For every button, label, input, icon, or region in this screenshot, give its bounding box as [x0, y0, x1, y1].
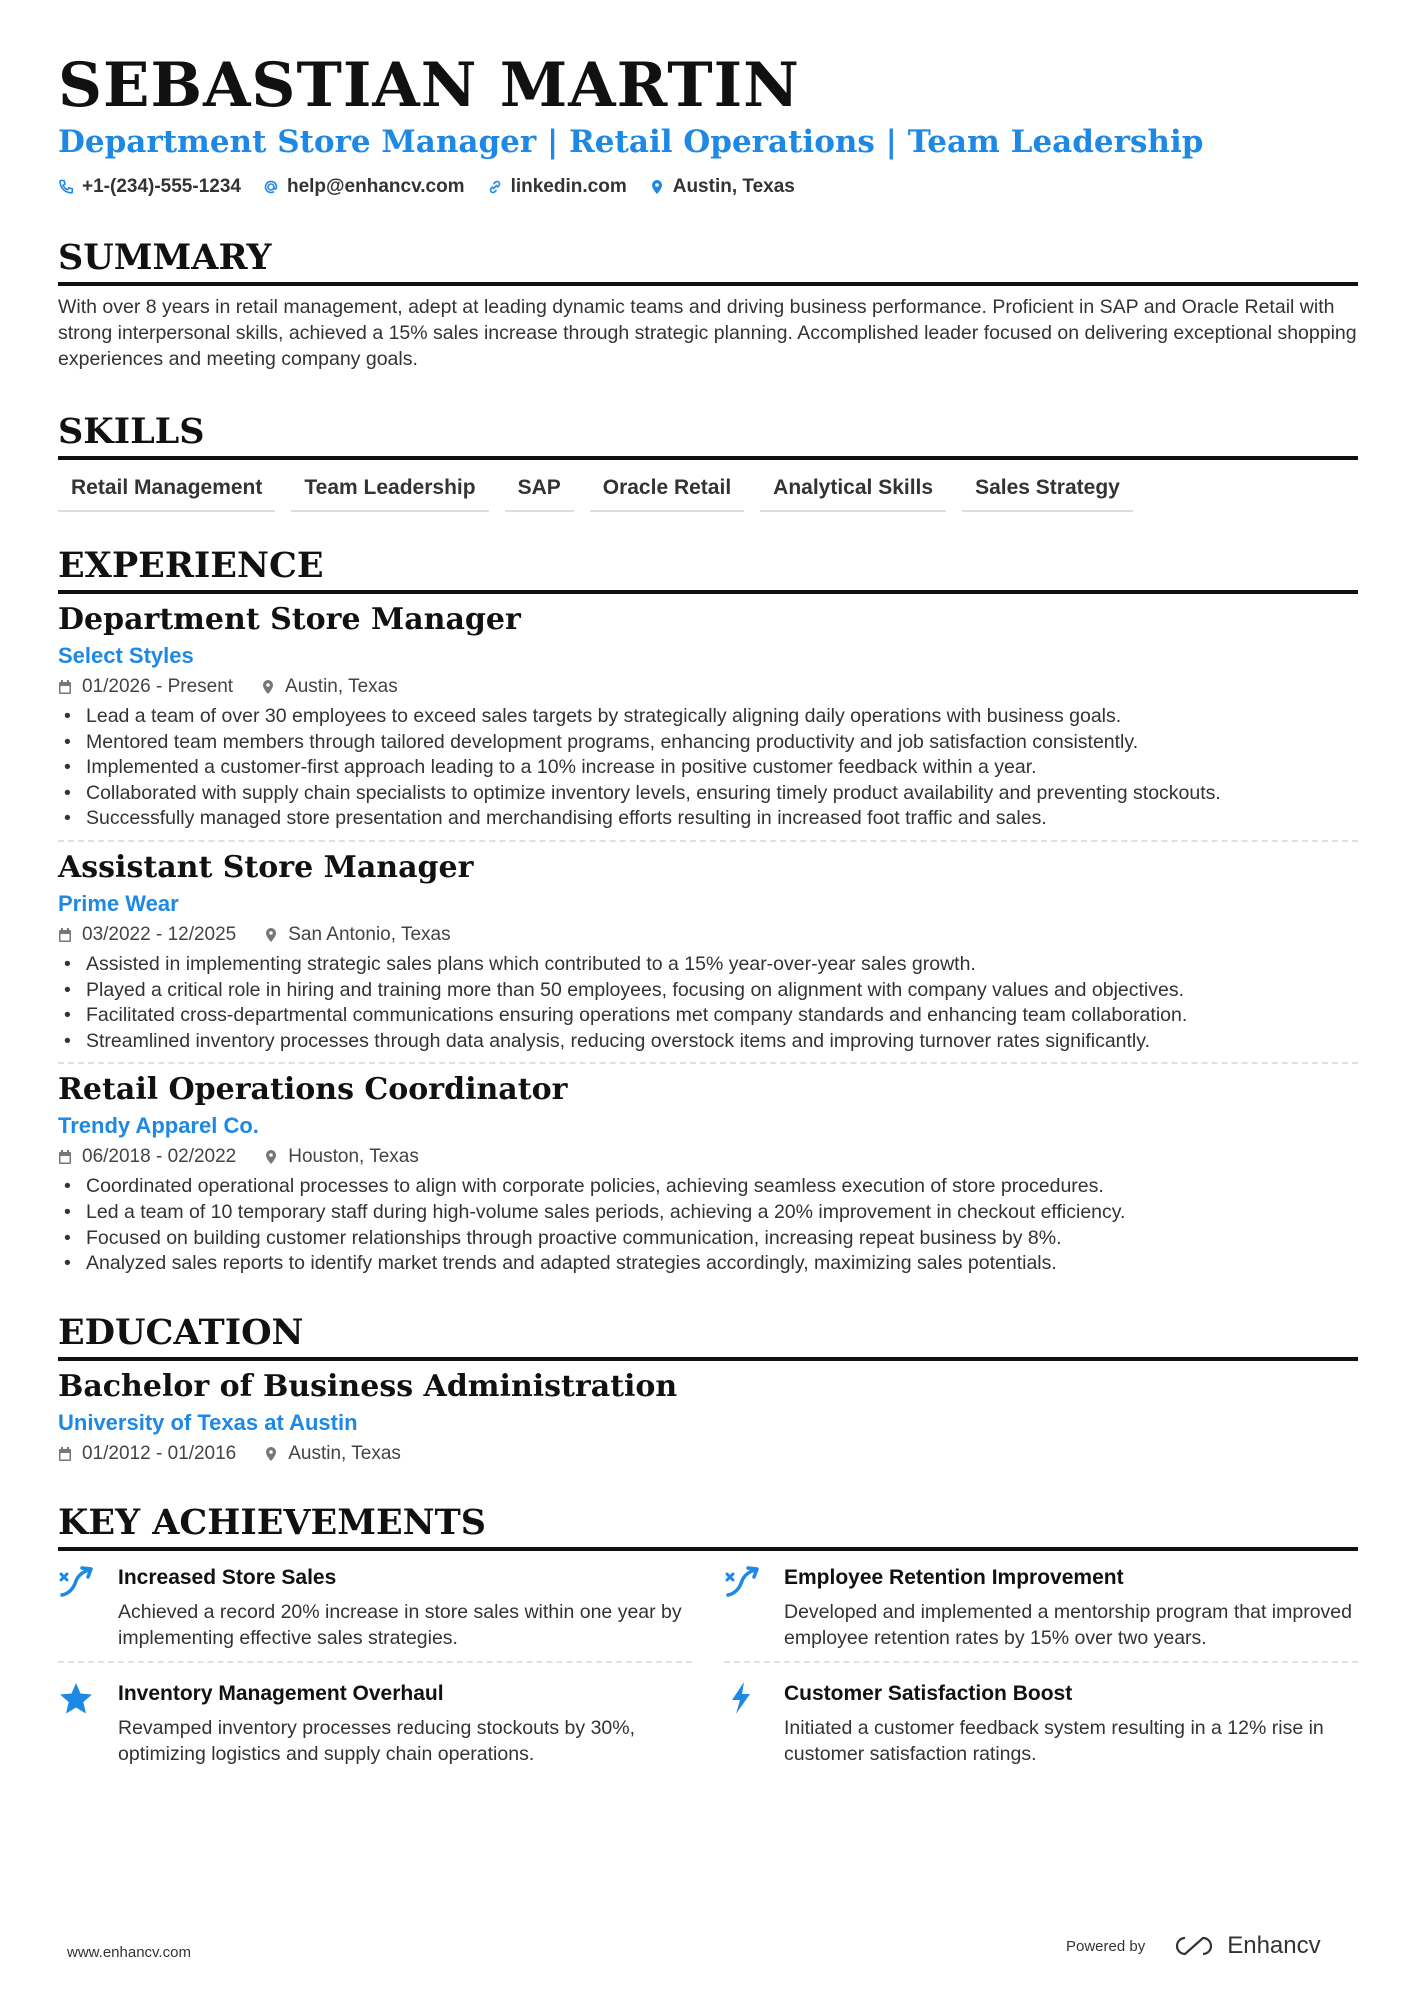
job-title: Department Store Manager	[58, 602, 521, 637]
job-location	[261, 676, 398, 698]
section-divider	[58, 590, 1358, 594]
job-bullets	[58, 1174, 1358, 1276]
date-range: 01/2026 - Present	[82, 676, 234, 697]
location-pin-icon	[264, 1149, 278, 1165]
section-divider	[58, 282, 1358, 286]
job-dates	[58, 676, 233, 698]
calendar-icon	[58, 1149, 72, 1165]
achievement-description: Achieved a record 20% increase in store sales within one year by implementing effective sales strategies.	[118, 1600, 682, 1649]
job-location	[264, 1146, 419, 1168]
section-title-achievements: KEY ACHIEVEMENTS	[58, 1501, 486, 1543]
skill-tag: Team Leadership	[291, 476, 488, 512]
location-pin-icon	[261, 679, 275, 695]
bullet-item: • Led a team of 10 temporary staff during high-volume sales periods, achieving a 20% improvement in checkout efficiency.	[58, 1200, 1358, 1226]
bullet-item: • Collaborated with supply chain specialists to optimize inventory levels, ensuring timely product availability and preventing stockouts.	[58, 781, 1358, 807]
location-text: Austin, Texas	[288, 1442, 401, 1464]
location-text: Austin, Texas	[672, 176, 795, 197]
company-name: Select Styles	[58, 643, 194, 668]
experience-entry	[58, 848, 1358, 1064]
skill-tag: Oracle Retail	[590, 476, 744, 512]
date-range: 06/2018 - 02/2022	[82, 1146, 237, 1168]
education-location	[264, 1443, 401, 1465]
achievement-item	[724, 1679, 1358, 1777]
calendar-icon	[58, 679, 72, 695]
footer-powered	[1066, 1932, 1321, 1960]
experience-entry	[58, 1070, 1358, 1276]
section-title-education: EDUCATION	[58, 1311, 304, 1353]
bullet-item: • Streamlined inventory processes through data analysis, reducing overstock items and improving turnover rates significantly.	[58, 1029, 1358, 1055]
growth-arrow-icon	[58, 1565, 94, 1599]
summary-text: With over 8 years in retail management, adept at leading dynamic teams and driving business performance. Proficient in SAP and Oracle Retail with strong interpersonal skills, achieved a 15% sales increase through strategic planning. Accomplished leader focused on delivering exceptional shopping experiences and meeting company goals.	[58, 296, 1357, 370]
skill-tag: SAP	[505, 476, 574, 512]
bullet-item: • Successfully managed store presentation and merchandising efforts resulting in increased foot traffic and sales.	[58, 806, 1358, 832]
job-title: Retail Operations Coordinator	[58, 1072, 568, 1108]
contact-linkedin[interactable]	[487, 176, 627, 198]
school-name: University of Texas at Austin	[58, 1409, 358, 1435]
lightning-icon	[724, 1681, 760, 1715]
education-entry	[58, 1367, 1358, 1465]
skill-tag: Retail Management	[58, 476, 275, 512]
phone-text: +1-(234)-555-1234	[82, 176, 241, 197]
growth-arrow-icon	[724, 1565, 760, 1599]
achievement-title: Customer Satisfaction Boost	[784, 1681, 1073, 1705]
location-pin-icon	[649, 179, 665, 195]
location-pin-icon	[264, 1446, 278, 1462]
experience-section	[58, 544, 1358, 1277]
achievement-item	[724, 1563, 1358, 1663]
location-text: San Antonio, Texas	[288, 923, 451, 945]
bullet-item: • Facilitated cross-departmental communications ensuring operations met company standards and enhancing team collaboration.	[58, 1003, 1358, 1029]
enhancv-logo-icon	[1171, 1934, 1217, 1958]
achievement-title: Inventory Management Overhaul	[118, 1681, 444, 1705]
headline: Department Store Manager | Retail Operations | Team Leadership	[58, 124, 1204, 160]
brand-name: Enhancv	[1227, 1932, 1321, 1959]
education-section	[58, 1311, 1358, 1465]
email-text: help@enhancv.com	[286, 176, 465, 197]
degree-title: Bachelor of Business Administration	[58, 1368, 678, 1404]
achievement-title: Increased Store Sales	[118, 1565, 337, 1589]
bullet-item: • Analyzed sales reports to identify market trends and adapted strategies accordingly, maximizing sales potentials.	[58, 1251, 1358, 1277]
achievement-description: Revamped inventory processes reducing stockouts by 30%, optimizing logistics and supply chain operations.	[118, 1716, 636, 1765]
job-bullets	[58, 952, 1358, 1054]
candidate-name: SEBASTIAN MARTIN	[58, 50, 800, 121]
location-pin-icon	[264, 927, 278, 943]
section-title-experience: EXPERIENCE	[58, 545, 324, 586]
bullet-item: • Focused on building customer relationships through proactive communication, increasing repeat business by 8%.	[58, 1226, 1358, 1252]
summary-section	[58, 236, 1358, 372]
bullet-item: • Coordinated operational processes to align with corporate policies, achieving seamless execution of store procedures.	[58, 1174, 1358, 1200]
star-icon	[58, 1681, 94, 1715]
bullet-item: • Lead a team of over 30 employees to exceed sales targets by strategically aligning daily operations with business goals.	[58, 704, 1358, 730]
job-dates	[58, 924, 236, 946]
job-title: Assistant Store Manager	[58, 849, 474, 885]
contact-phone	[58, 176, 241, 198]
section-title-summary: SUMMARY	[58, 237, 272, 278]
bullet-item: • Played a critical role in hiring and training more than 50 employees, focusing on alignment with company values and objectives.	[58, 978, 1358, 1004]
education-dates	[58, 1443, 236, 1465]
calendar-icon	[58, 927, 72, 943]
link-icon	[487, 179, 503, 195]
job-meta	[58, 1146, 1358, 1168]
skills-list	[58, 476, 1358, 512]
brand-logo[interactable]	[1171, 1932, 1320, 1960]
footer-website[interactable]: www.enhancv.com	[67, 1944, 191, 1961]
bullet-item: • Implemented a customer-first approach leading to a 10% increase in positive customer feedback within a year.	[58, 755, 1358, 781]
linkedin-text: linkedin.com	[510, 176, 627, 197]
job-meta	[58, 924, 1358, 946]
contact-row	[58, 176, 1358, 198]
section-divider	[58, 456, 1358, 460]
section-divider	[58, 1357, 1358, 1361]
contact-location	[649, 176, 795, 198]
skills-section	[58, 410, 1358, 512]
job-bullets	[58, 704, 1358, 832]
section-divider	[58, 1547, 1358, 1551]
job-dates	[58, 1146, 236, 1168]
bullet-item: • Assisted in implementing strategic sales plans which contributed to a 15% year-over-year sales growth.	[58, 952, 1358, 978]
company-name: Prime Wear	[58, 890, 179, 916]
entry-divider	[58, 840, 1358, 842]
experience-entry	[58, 600, 1358, 842]
contact-email[interactable]	[263, 176, 465, 198]
phone-icon	[58, 179, 74, 195]
entry-divider	[58, 1062, 1358, 1064]
achievement-title: Employee Retention Improvement	[784, 1565, 1124, 1589]
at-icon	[263, 179, 279, 195]
skill-tag: Analytical Skills	[760, 476, 946, 512]
location-text: Austin, Texas	[285, 676, 398, 697]
achievement-description: Developed and implemented a mentorship program that improved employee retention rates by 15% over two years.	[784, 1600, 1352, 1649]
achievements-grid	[58, 1563, 1358, 1777]
company-name: Trendy Apparel Co.	[58, 1113, 259, 1139]
job-location	[264, 924, 450, 946]
achievement-item	[58, 1563, 692, 1663]
achievement-description: Initiated a customer feedback system resulting in a 12% rise in customer satisfaction ratings.	[784, 1716, 1324, 1765]
section-title-skills: SKILLS	[58, 411, 205, 452]
job-meta	[58, 676, 1358, 698]
date-range: 01/2012 - 01/2016	[82, 1442, 237, 1464]
calendar-icon	[58, 1446, 72, 1462]
date-range: 03/2022 - 12/2025	[82, 923, 237, 945]
powered-by-label: Powered by	[1066, 1937, 1146, 1955]
achievements-section	[58, 1501, 1358, 1777]
location-text: Houston, Texas	[288, 1146, 419, 1168]
bullet-item: • Mentored team members through tailored development programs, enhancing productivity and job satisfaction consistently.	[58, 730, 1358, 756]
achievement-item	[58, 1679, 692, 1777]
education-meta	[58, 1443, 1358, 1465]
skill-tag: Sales Strategy	[962, 476, 1133, 512]
resume-page	[58, 50, 1358, 1777]
resume-header	[58, 50, 1358, 198]
